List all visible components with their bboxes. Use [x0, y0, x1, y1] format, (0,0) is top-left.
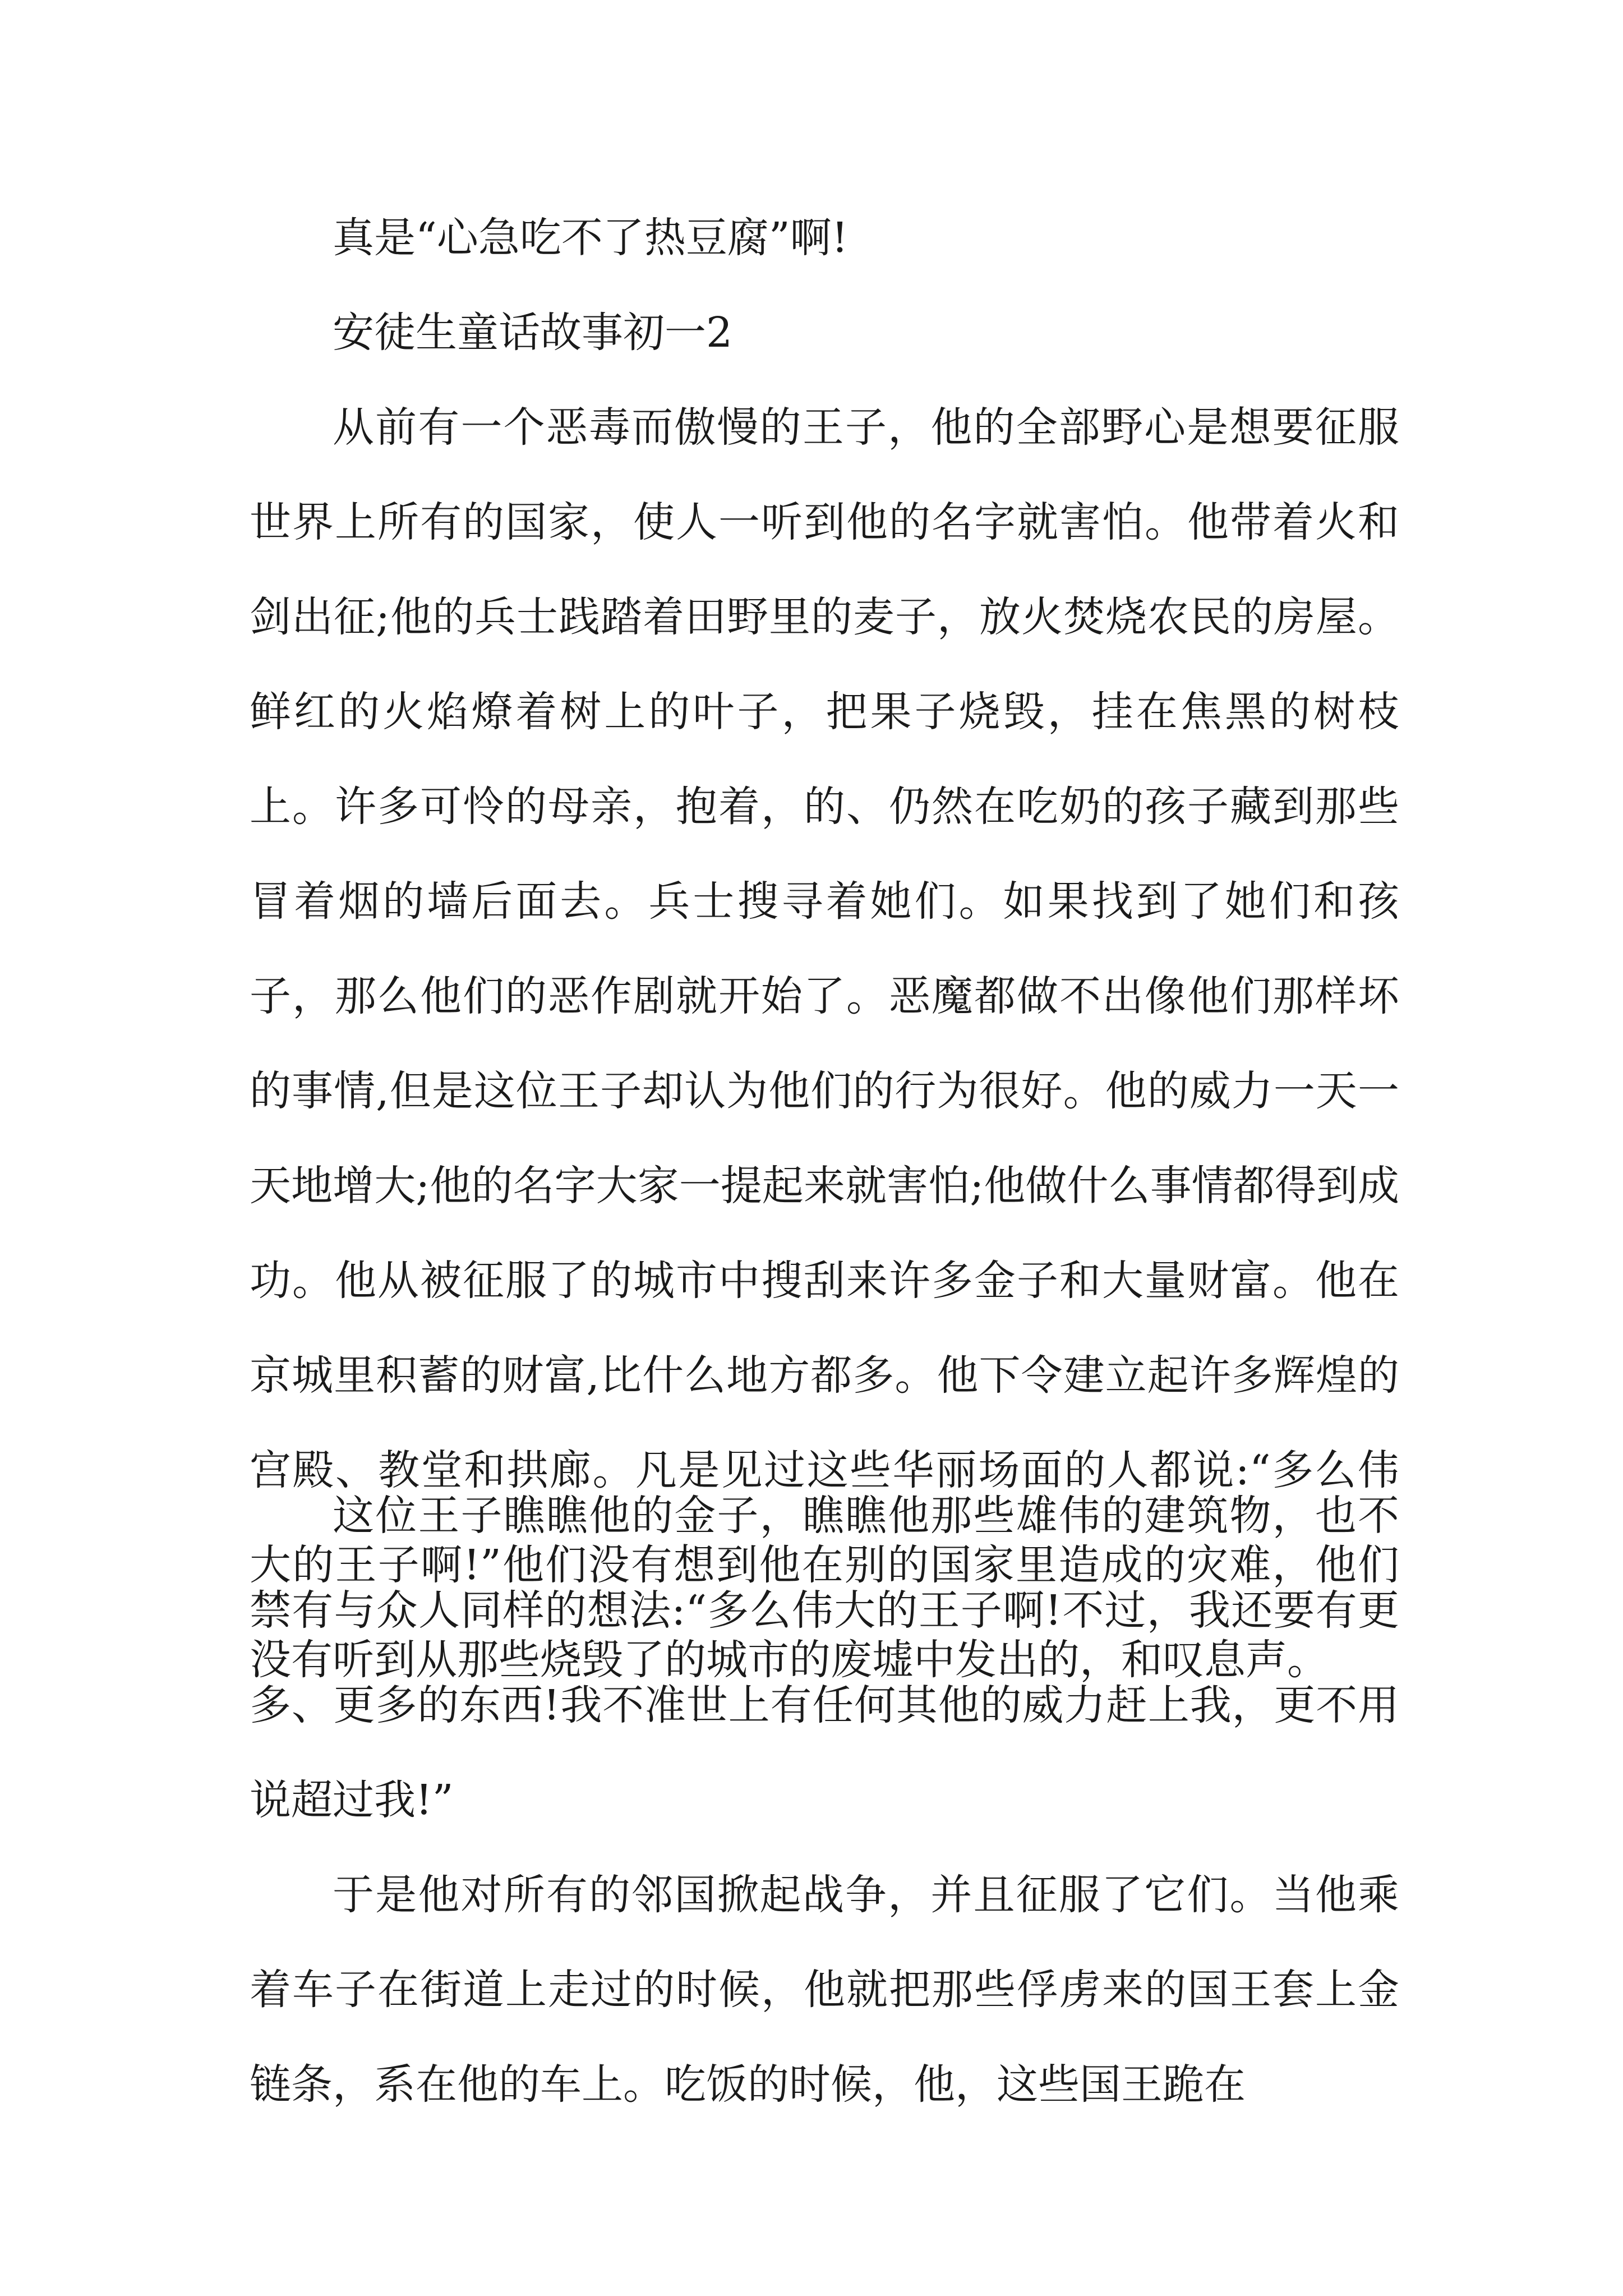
story-heading: 安徒生童话故事初一2	[333, 309, 733, 357]
document-body-middle	[250, 1469, 1399, 1848]
document-body-bottom	[250, 1848, 1399, 2132]
paragraph-1: 从前有一个恶毒而傲慢的王子，他的全部野心是想要征服世界上所有的国家，使人一听到他的名字就害怕。他带着火和剑出征;他的兵士践踏着田野里的麦子，放火焚烧农民的房屋。鲜红的火焰燎着树上的叶子，把果子烧毁，挂在焦黑的树枝上。许多可怜的母亲，抱着，的、仍然在吃奶的孩子藏到那些冒着烟的墙后面去。兵士搜寻着她们。如果找到了她们和孩子，那么他们的恶作剧就开始了。恶魔都做不出像他们那样坏的事情,但是这位王子却认为他们的行为很好。他的威力一天一天地增大;他的名字大家一提起来就害怕;他做什么事情都得到成功。他从被征服了的城市中搜刮来许多金子和大量财富。他在京城里积蓄的财富,比什么地方都多。他下令建立起许多辉煌的宫殿、教堂和拱廊。凡是见过这些华丽场面的人都说:“多么伟大的王子啊!”他们没有想到他在别的国家里造成的灾难，他们没有听到从那些烧毁了的城市的废墟中发出的，和叹息声。	[250, 403, 1399, 1684]
paragraph-2: 这位王子瞧瞧他的金子，瞧瞧他那些雄伟的建筑物，也不禁有与众人同样的想法:“多么伟大的王子啊!不过，我还要有更多、更多的东西!我不准世上有任何其他的威力赶上我，更不用说超过我!”	[250, 1492, 1399, 1824]
quote-line: 真是“心急吃不了热豆腐”啊!	[333, 214, 849, 262]
paragraph-3: 于是他对所有的邻国掀起战争，并且征服了它们。当他乘着车子在街道上走过的时候，他就把那些俘虏来的国王套上金链条，系在他的车上。吃饭的时候，他，这些国王跪在	[250, 1871, 1399, 2109]
